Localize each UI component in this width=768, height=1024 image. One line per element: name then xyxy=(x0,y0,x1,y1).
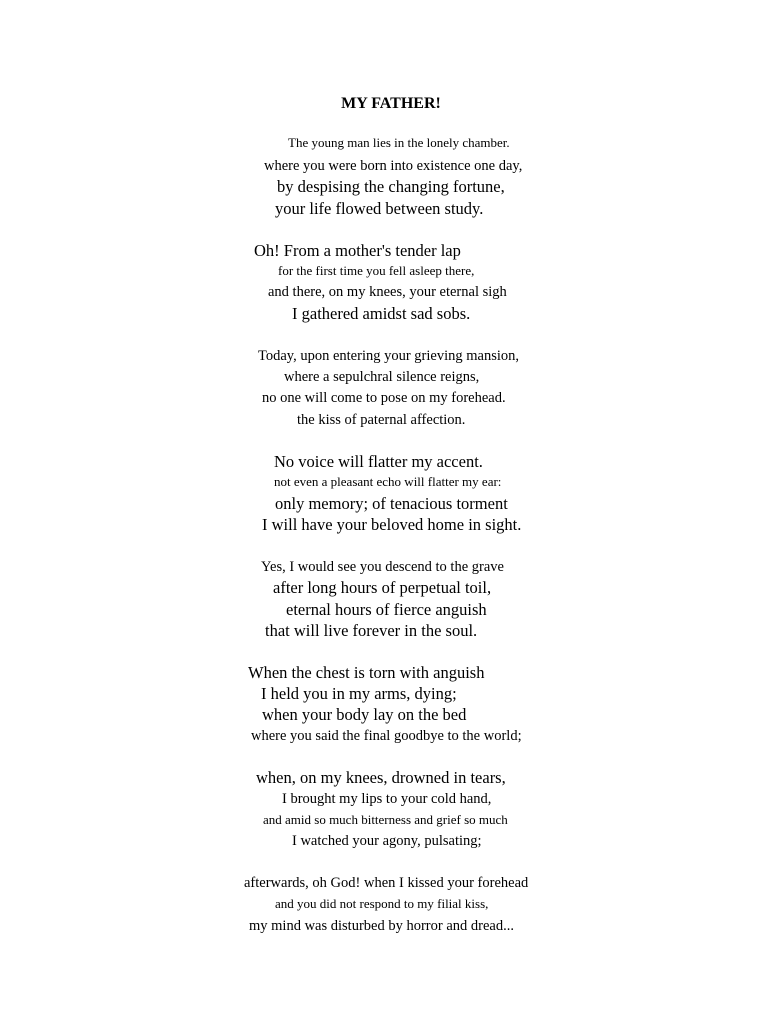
poem-line: and there, on my knees, your eternal sigh xyxy=(268,284,507,300)
poem-line: I held you in my arms, dying; xyxy=(261,684,457,703)
poem-line: when, on my knees, drowned in tears, xyxy=(256,768,506,787)
poem-line: my mind was disturbed by horror and dread... xyxy=(249,918,514,934)
poem-line: No voice will flatter my accent. xyxy=(274,452,483,471)
poem-line: The young man lies in the lonely chamber. xyxy=(288,135,510,150)
poem-line: Oh! From a mother's tender lap xyxy=(254,241,461,260)
poem-line: after long hours of perpetual toil, xyxy=(273,578,492,597)
poem-line: and amid so much bitterness and grief so much xyxy=(263,812,508,827)
poem-line: I will have your beloved home in sight. xyxy=(262,515,522,534)
poem-line: your life flowed between study. xyxy=(275,199,484,218)
poem-line: no one will come to pose on my forehead. xyxy=(262,390,506,406)
poem-line: only memory; of tenacious torment xyxy=(275,494,508,513)
poem-line: where you were born into existence one day, xyxy=(264,158,523,174)
poem-line: by despising the changing fortune, xyxy=(277,177,505,196)
poem-line: for the first time you fell asleep there, xyxy=(278,263,475,278)
poem-line: and you did not respond to my filial kiss, xyxy=(275,896,489,911)
poem-line: the kiss of paternal affection. xyxy=(297,412,466,428)
poem-line: afterwards, oh God! when I kissed your forehead xyxy=(244,875,529,891)
poem-line: Today, upon entering your grieving mansion, xyxy=(258,348,520,364)
poem-line: I watched your agony, pulsating; xyxy=(292,833,482,849)
poem-line: not even a pleasant echo will flatter my ear: xyxy=(274,474,502,489)
poem-line: I brought my lips to your cold hand, xyxy=(282,791,492,807)
poem-line: I gathered amidst sad sobs. xyxy=(292,304,471,323)
poem-line: that will live forever in the soul. xyxy=(265,621,478,640)
poem-line: eternal hours of fierce anguish xyxy=(286,600,487,619)
poem-line: Yes, I would see you descend to the grave xyxy=(261,559,504,575)
poem-line: where a sepulchral silence reigns, xyxy=(284,369,480,385)
poem-line: when your body lay on the bed xyxy=(262,705,467,724)
poem-line: where you said the final goodbye to the world; xyxy=(251,728,522,744)
poem-line: When the chest is torn with anguish xyxy=(248,663,485,682)
poem-title: MY FATHER! xyxy=(341,95,441,112)
